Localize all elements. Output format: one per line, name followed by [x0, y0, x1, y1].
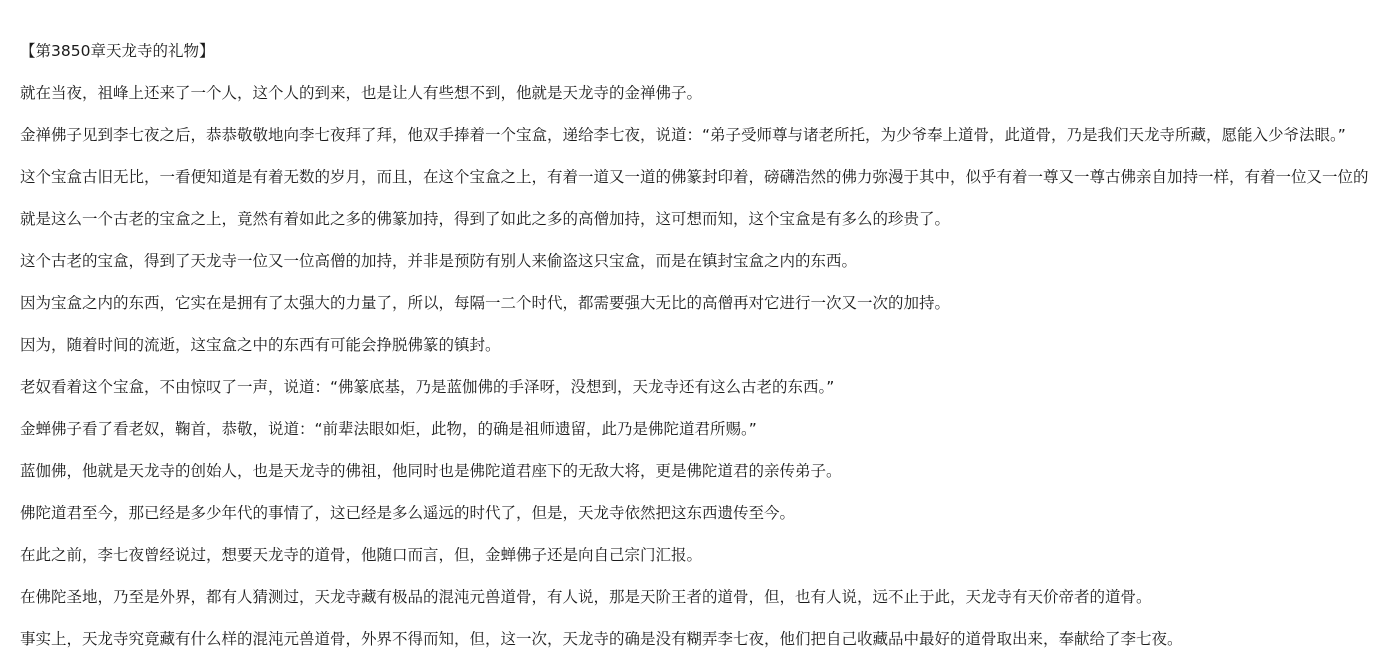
paragraph: 金蝉佛子看了看老奴，鞠首，恭敬，说道：“前辈法眼如炬，此物，的确是祖师遗留，此乃是佛陀道君所赐。”: [20, 420, 757, 438]
paragraph: 在此之前，李七夜曾经说过，想要天龙寺的道骨，他随口而言，但，金蝉佛子还是向自己宗门汇报。: [20, 546, 703, 564]
paragraph: 这个古老的宝盒，得到了天龙寺一位又一位高僧的加持，并非是预防有别人来偷盗这只宝盒，而是在镇封宝盒之内的东西。: [20, 252, 858, 270]
paragraph: 这个宝盒古旧无比，一看便知道是有着无数的岁月，而且，在这个宝盒之上，有着一道又一道的佛篆封印着，磅礴浩然的佛力弥漫于其中，似乎有着一尊又一尊古佛亲自加持一样，有着一位又一位的: [20, 168, 1369, 186]
paragraph: 事实上，天龙寺究竟藏有什么样的混沌元兽道骨，外界不得而知，但，这一次，天龙寺的确是没有糊弄李七夜，他们把自己收藏品中最好的道骨取出来，奉献给了李七夜。: [20, 630, 1183, 648]
paragraph: 就在当夜，祖峰上还来了一个人，这个人的到来，也是让人有些想不到，他就是天龙寺的金禅佛子。: [20, 84, 703, 102]
paragraph: 因为，随着时间的流逝，这宝盒之中的东西有可能会挣脱佛篆的镇封。: [20, 336, 501, 354]
paragraph: 蓝伽佛，他就是天龙寺的创始人，也是天龙寺的佛祖，他同时也是佛陀道君座下的无敌大将，更是佛陀道君的亲传弟子。: [20, 462, 842, 480]
paragraph: 在佛陀圣地，乃至是外界，都有人猜测过，天龙寺藏有极品的混沌元兽道骨，有人说，那是天阶王者的道骨，但，也有人说，远不止于此，天龙寺有天价帝者的道骨。: [20, 588, 1152, 606]
chapter-title: 【第3850章天龙寺的礼物】: [20, 42, 215, 60]
paragraph: 金禅佛子见到李七夜之后，恭恭敬敬地向李七夜拜了拜，他双手捧着一个宝盒，递给李七夜，说道：“弟子受师尊与诸老所托，为少爷奉上道骨，此道骨，乃是我们天龙寺所藏，愿能入少爷法眼。”: [20, 126, 1346, 144]
paragraph: 就是这么一个古老的宝盒之上，竟然有着如此之多的佛篆加持，得到了如此之多的高僧加持，这可想而知，这个宝盒是有多么的珍贵了。: [20, 210, 951, 228]
paragraph: 老奴看着这个宝盒，不由惊叹了一声，说道：“佛篆底基，乃是蓝伽佛的手泽呀，没想到，天龙寺还有这么古老的东西。”: [20, 378, 835, 396]
chapter-article: [20, 40, 1400, 663]
paragraph: 因为宝盒之内的东西，它实在是拥有了太强大的力量了，所以，每隔一二个时代，都需要强大无比的高僧再对它进行一次又一次的加持。: [20, 294, 951, 312]
paragraph: 佛陀道君至今，那已经是多少年代的事情了，这已经是多么遥远的时代了，但是，天龙寺依然把这东西遗传至今。: [20, 504, 796, 522]
